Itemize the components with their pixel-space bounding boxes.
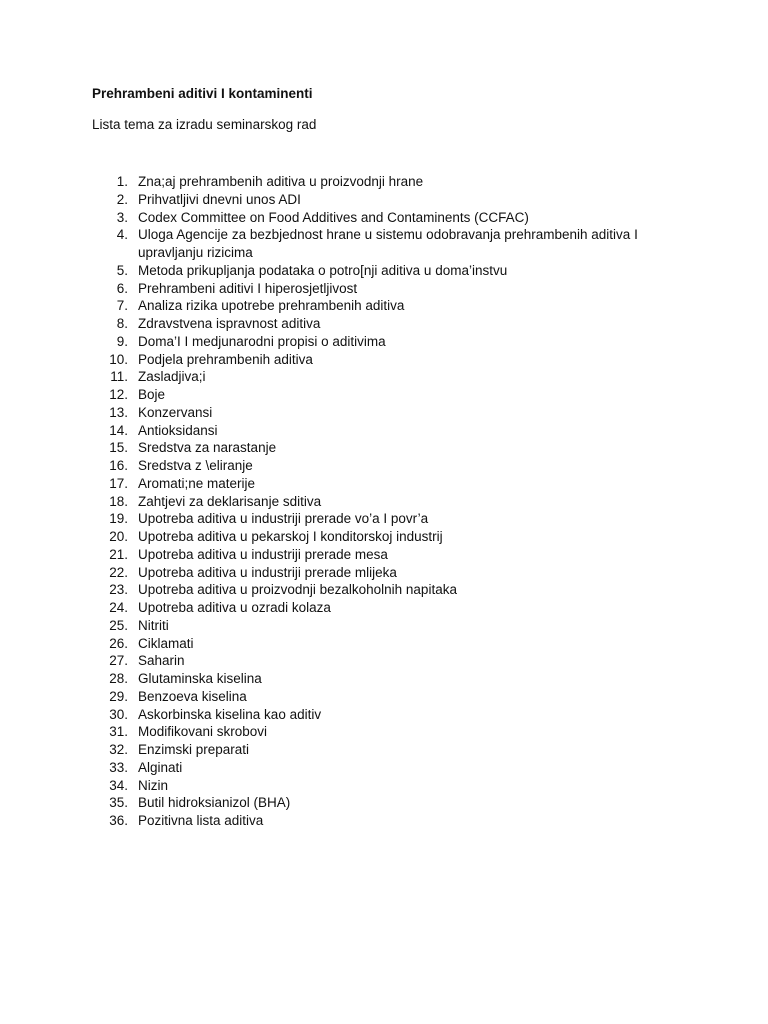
topic-text: Upotreba aditiva u proizvodnji bezalkoholnih napitaka bbox=[138, 582, 457, 598]
topic-text: Askorbinska kiselina kao aditiv bbox=[138, 706, 322, 722]
topic-number: 35. bbox=[109, 795, 128, 811]
topic-item bbox=[0, 422, 678, 440]
topic-item bbox=[0, 794, 678, 812]
topic-text: Alginati bbox=[138, 759, 183, 775]
topic-item bbox=[0, 777, 678, 795]
topic-item bbox=[0, 457, 678, 475]
topic-item bbox=[0, 280, 678, 298]
topic-item bbox=[0, 812, 678, 830]
topic-item bbox=[0, 173, 678, 191]
topic-number: 25. bbox=[109, 617, 128, 633]
topic-number: 36. bbox=[109, 813, 128, 828]
topic-item bbox=[0, 599, 678, 617]
topic-number: 14. bbox=[109, 422, 128, 438]
topic-number: 5. bbox=[116, 262, 128, 278]
topic-number: 4. bbox=[116, 227, 128, 243]
topic-text: Pozitivna lista aditiva bbox=[138, 813, 264, 828]
topic-item bbox=[0, 315, 678, 333]
topic-number: 18. bbox=[109, 493, 128, 509]
topic-item bbox=[0, 510, 678, 528]
topic-number: 27. bbox=[109, 653, 128, 669]
topic-text: Analiza rizika upotrebe prehrambenih aditiva bbox=[138, 298, 405, 314]
topic-text: Upotreba aditiva u industriji prerade vo’a I povr’a bbox=[138, 511, 429, 527]
topic-number: 9. bbox=[116, 333, 128, 349]
topic-number: 3. bbox=[116, 209, 128, 225]
topic-item bbox=[0, 191, 678, 209]
topic-text: Nizin bbox=[138, 777, 169, 793]
topic-number: 26. bbox=[109, 635, 128, 651]
topic-text: Glutaminska kiselina bbox=[138, 671, 262, 686]
topic-text: Zasladjiva;i bbox=[138, 369, 206, 385]
topic-text: Upotreba aditiva u pekarskoj I konditorskoj industrij bbox=[138, 529, 443, 544]
topic-number: 8. bbox=[116, 316, 128, 331]
topic-text: Codex Committee on Food Additives and Contaminents (CCFAC) bbox=[138, 209, 529, 225]
topic-text: Butil hidroksianizol (BHA) bbox=[138, 795, 291, 811]
topic-number: 20. bbox=[109, 529, 128, 544]
topic-number: 6. bbox=[116, 280, 128, 296]
topic-text: Uloga Agencije za bezbjednost hrane u sistemu odobravanja prehrambenih aditiva I upravljanju rizicima bbox=[138, 227, 638, 260]
topic-number: 28. bbox=[109, 671, 128, 686]
topic-text: Podjela prehrambenih aditiva bbox=[138, 351, 313, 367]
topic-text: Boje bbox=[138, 387, 166, 402]
topic-item bbox=[0, 564, 678, 582]
topic-item bbox=[0, 723, 678, 741]
topic-item bbox=[0, 706, 678, 724]
topic-text: Nitriti bbox=[138, 617, 169, 633]
topic-number: 34. bbox=[109, 777, 128, 793]
topic-number: 29. bbox=[109, 688, 128, 704]
topic-text: Benzoeva kiselina bbox=[138, 688, 247, 704]
topic-text: Prehrambeni aditivi I hiperosjetljivost bbox=[138, 280, 358, 296]
topic-text: Prihvatljivi dnevni unos ADI bbox=[138, 191, 301, 207]
topic-number: 30. bbox=[109, 706, 128, 722]
topic-text: Aromati;ne materije bbox=[138, 475, 256, 491]
topic-number: 33. bbox=[109, 759, 128, 775]
topic-text: Metoda prikupljanja podataka o potro[nji aditiva u doma’instvu bbox=[138, 262, 508, 278]
topic-item bbox=[0, 670, 678, 688]
topic-text: Upotreba aditiva u industriji prerade mesa bbox=[138, 546, 388, 562]
topic-item bbox=[0, 209, 678, 227]
topic-number: 32. bbox=[109, 742, 128, 757]
topic-number: 11. bbox=[110, 369, 128, 385]
topic-text: Sredstva z \eliranje bbox=[138, 458, 253, 473]
topic-item bbox=[0, 226, 678, 262]
topic-number: 23. bbox=[109, 582, 128, 598]
topic-number: 7. bbox=[116, 298, 128, 314]
topic-number: 12. bbox=[109, 387, 128, 402]
topic-item bbox=[0, 386, 678, 404]
topic-item bbox=[0, 368, 678, 386]
topic-item bbox=[0, 404, 678, 422]
topic-text: Zna;aj prehrambenih aditiva u proizvodnji hrane bbox=[138, 174, 424, 189]
topic-item bbox=[0, 439, 678, 457]
topic-item bbox=[0, 759, 678, 777]
topic-number: 2. bbox=[116, 191, 128, 207]
topic-number: 22. bbox=[109, 564, 128, 580]
topic-text: Ciklamati bbox=[138, 635, 194, 651]
topic-number: 31. bbox=[109, 724, 128, 740]
topic-item bbox=[0, 652, 678, 670]
topic-item bbox=[0, 635, 678, 653]
topic-number: 10. bbox=[109, 351, 128, 367]
document-title: Prehrambeni aditivi I kontaminenti bbox=[92, 86, 313, 101]
topic-number: 24. bbox=[109, 600, 128, 615]
topic-item bbox=[0, 688, 678, 706]
topic-text: Modifikovani skrobovi bbox=[138, 724, 268, 740]
topic-item bbox=[0, 297, 678, 315]
topic-item bbox=[0, 493, 678, 511]
topic-number: 15. bbox=[109, 440, 128, 456]
topic-item bbox=[0, 528, 678, 546]
topic-number: 1. bbox=[116, 174, 128, 189]
topic-text: Upotreba aditiva u industriji prerade mlijeka bbox=[138, 564, 397, 580]
topic-item bbox=[0, 333, 678, 351]
topic-text: Konzervansi bbox=[138, 404, 213, 420]
topic-text: Doma’I I medjunarodni propisi o aditivima bbox=[138, 333, 386, 349]
topic-item bbox=[0, 581, 678, 599]
topic-item bbox=[0, 546, 678, 564]
topic-item bbox=[0, 741, 678, 759]
topic-item bbox=[0, 351, 678, 369]
topic-text: Enzimski preparati bbox=[138, 742, 250, 757]
topic-text: Antioksidansi bbox=[138, 422, 218, 438]
topic-number: 17. bbox=[109, 475, 128, 491]
topic-item bbox=[0, 262, 678, 280]
topic-item bbox=[0, 475, 678, 493]
topic-number: 19. bbox=[109, 511, 128, 527]
topic-number: 13. bbox=[109, 404, 128, 420]
topic-text: Sredstva za narastanje bbox=[138, 440, 277, 456]
topic-number: 21. bbox=[109, 546, 128, 562]
topic-text: Saharin bbox=[138, 653, 185, 669]
topic-text: Zahtjevi za deklarisanje sditiva bbox=[138, 493, 322, 509]
topic-number: 16. bbox=[109, 458, 128, 473]
document-subtitle: Lista tema za izradu seminarskog rad bbox=[92, 117, 317, 132]
topic-list bbox=[0, 173, 768, 830]
topic-item bbox=[0, 617, 678, 635]
topic-text: Upotreba aditiva u ozradi kolaza bbox=[138, 600, 331, 615]
topic-text: Zdravstvena ispravnost aditiva bbox=[138, 316, 321, 331]
